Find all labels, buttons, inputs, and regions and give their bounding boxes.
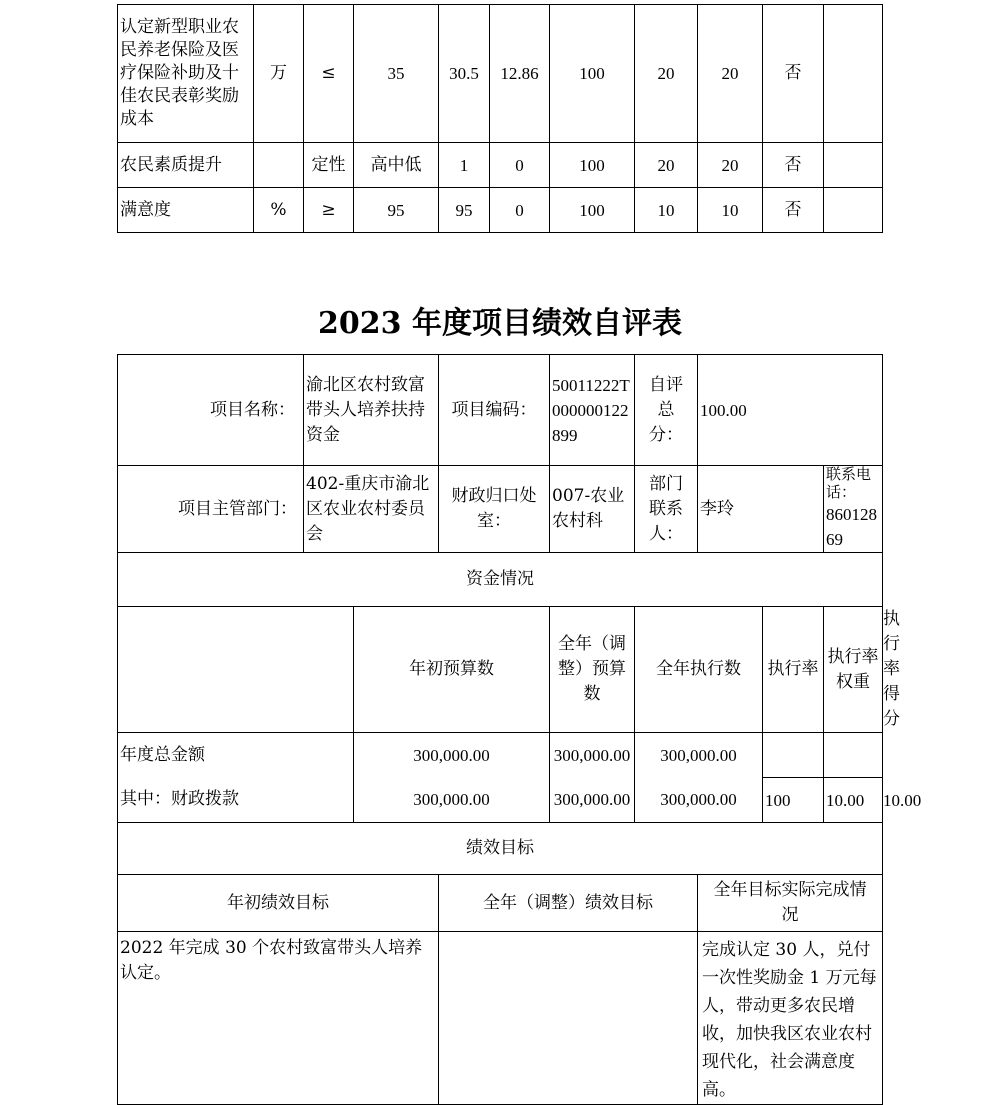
indicator-note <box>824 188 883 233</box>
evaluation-table <box>117 354 922 1105</box>
finance-office-label: 财政归口处室： <box>439 466 550 553</box>
table-row <box>118 143 883 188</box>
project-name-value: 渝北区农村致富带头人培养扶持资金 <box>304 355 439 466</box>
department-value: 402-重庆市渝北区农业农村委员会 <box>304 466 439 553</box>
indicator-score: 20 <box>698 5 763 143</box>
self-score-value: 100.00 <box>698 355 883 466</box>
performance-section-row <box>118 823 883 875</box>
funds-header-initial: 年初预算数 <box>354 607 550 733</box>
indicator-name: 农民素质提升 <box>118 143 254 188</box>
indicator-rate: 100 <box>550 188 635 233</box>
performance-header-adjusted: 全年（调整）绩效目标 <box>439 875 698 932</box>
performance-header-actual: 全年目标实际完成情况 <box>698 875 883 932</box>
indicator-unit: % <box>254 188 304 233</box>
indicator-target: 高中低 <box>354 143 439 188</box>
funds-section-row <box>118 553 883 607</box>
performance-actual: 完成认定 30 人，兑付一次性奖励金 1 万元每人，带动更多农民增收，加快我区农业农村现代化，社会满意度高。 <box>698 932 883 1105</box>
indicator-note <box>824 143 883 188</box>
indicator-flag: 否 <box>763 143 824 188</box>
funds-row <box>118 733 883 778</box>
indicator-actual: 95 <box>439 188 490 233</box>
indicator-rate: 100 <box>550 143 635 188</box>
indicator-score: 10 <box>698 188 763 233</box>
indicator-deviation: 0 <box>490 143 550 188</box>
funds-header-weight: 执行率权重 <box>824 607 883 733</box>
indicator-name: 满意度 <box>118 188 254 233</box>
table-row <box>118 5 883 143</box>
project-name-row <box>118 355 883 466</box>
indicator-actual: 1 <box>439 143 490 188</box>
funds-header-executed: 全年执行数 <box>635 607 763 733</box>
performance-section-title: 绩效目标 <box>118 823 883 875</box>
funds-header-blank <box>118 607 354 733</box>
indicator-score: 20 <box>698 143 763 188</box>
page-title: 2023 年度项目绩效自评表 <box>318 306 682 341</box>
funds-row-executed: 300,000.00 <box>635 778 763 823</box>
contact-label: 部门联系人： <box>635 466 698 553</box>
indicator-unit <box>254 143 304 188</box>
table-row <box>118 188 883 233</box>
indicator-target: 35 <box>354 5 439 143</box>
indicator-name: 认定新型职业农民养老保险及医疗保险补助及十佳农民表彰奖励成本 <box>118 5 254 143</box>
funds-row-weight <box>824 733 883 778</box>
self-score-label: 自评总分： <box>635 355 698 466</box>
project-code-label: 项目编码： <box>439 355 550 466</box>
funds-row-initial: 300,000.00 <box>354 778 550 823</box>
performance-header-row <box>118 875 883 932</box>
funds-row-executed: 300,000.00 <box>635 733 763 778</box>
performance-row <box>118 932 883 1105</box>
indicator-flag: 否 <box>763 188 824 233</box>
indicator-note <box>824 5 883 143</box>
funds-row-initial: 300,000.00 <box>354 733 550 778</box>
indicator-operator: ≤ <box>304 5 354 143</box>
indicator-flag: 否 <box>763 5 824 143</box>
project-name-label: 项目名称： <box>118 355 304 466</box>
performance-header-initial: 年初绩效目标 <box>118 875 439 932</box>
indicator-operator: ≥ <box>304 188 354 233</box>
phone-value-cell <box>824 466 883 553</box>
funds-row: 其中：财政拨款 300,000.00 300,000.00 300,000.00 100 10.00 10.00 <box>118 778 883 823</box>
funds-row-weight: 10.00 <box>824 778 883 823</box>
indicator-deviation: 0 <box>490 188 550 233</box>
performance-adjusted-goal <box>439 932 698 1105</box>
indicator-deviation: 12.86 <box>490 5 550 143</box>
funds-section-title: 资金情况 <box>118 553 883 607</box>
indicator-target: 95 <box>354 188 439 233</box>
funds-row-label: 年度总金额 <box>118 733 354 778</box>
phone-label: 联系电话： <box>826 467 872 501</box>
indicator-weight: 20 <box>635 143 698 188</box>
project-code-value: 50011222T000000122899 <box>550 355 635 466</box>
department-row <box>118 466 883 553</box>
phone-value: 86012869 <box>826 505 877 549</box>
funds-row-label: 其中：财政拨款 <box>118 778 354 823</box>
funds-row-adjusted: 300,000.00 <box>550 778 635 823</box>
indicator-weight: 10 <box>635 188 698 233</box>
funds-row-adjusted: 300,000.00 <box>550 733 635 778</box>
funds-row-rate: 100 <box>763 778 824 823</box>
indicator-operator: 定性 <box>304 143 354 188</box>
indicator-rate: 100 <box>550 5 635 143</box>
department-label: 项目主管部门： <box>118 466 304 553</box>
contact-value: 李玲 <box>698 466 824 553</box>
funds-header-adjusted: 全年（调整）预算数 <box>550 607 635 733</box>
funds-header-row: 年初预算数 全年（调整）预算数 全年执行数 执行率 执行率权重 执行率得分 <box>118 607 883 733</box>
indicator-table <box>117 4 883 233</box>
indicator-unit: 万 <box>254 5 304 143</box>
funds-header-rate: 执行率 <box>763 607 824 733</box>
finance-office-value: 007-农业农村科 <box>550 466 635 553</box>
performance-initial-goal: 2022 年完成 30 个农村致富带头人培养认定。 <box>118 932 439 1105</box>
funds-row-rate <box>763 733 824 778</box>
indicator-actual: 30.5 <box>439 5 490 143</box>
indicator-weight: 20 <box>635 5 698 143</box>
